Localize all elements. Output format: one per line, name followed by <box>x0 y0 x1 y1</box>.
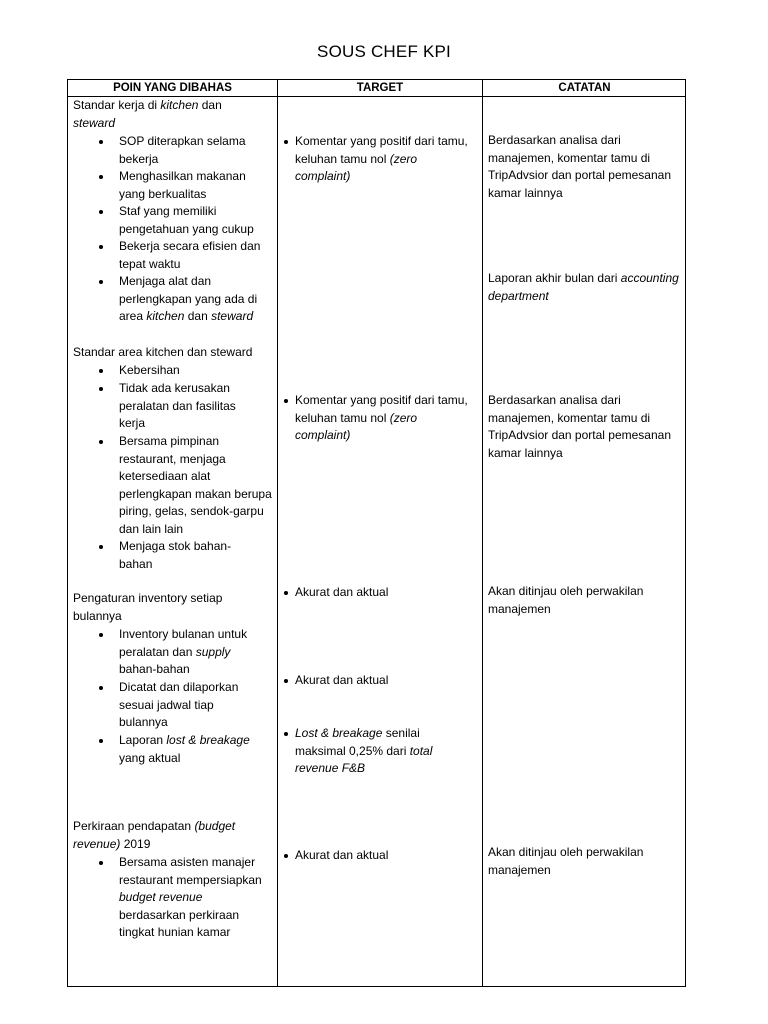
list-item: Menjaga alat dan perlengkapan yang ada di area kitchen dan steward <box>119 274 258 323</box>
target-text: Akurat dan aktual <box>295 673 389 687</box>
page-title: SOUS CHEF KPI <box>317 42 451 61</box>
list-item: Menjaga stok bahan-bahan <box>119 539 232 571</box>
bullet-icon <box>99 140 103 144</box>
column-divider <box>482 80 483 986</box>
list-item: Tidak ada kerusakan peralatan dan fasilitas kerja <box>119 381 236 430</box>
bullet-icon <box>99 686 103 690</box>
list-item: SOP diterapkan selama bekerja <box>119 134 246 166</box>
bullet-icon <box>284 854 288 858</box>
target-text: Akurat dan aktual <box>295 585 389 599</box>
bullet-icon <box>284 732 288 736</box>
list-item: Dicatat dan dilaporkan sesuai jadwal tiap bulannya <box>119 680 239 729</box>
bullet-icon <box>284 679 288 683</box>
bullet-icon <box>284 591 288 595</box>
kpi-table <box>67 79 686 987</box>
section-heading: Standar kerja di kitchen dan steward <box>73 98 222 130</box>
bullet-icon <box>284 399 288 403</box>
bullet-icon <box>99 861 103 865</box>
bullet-icon <box>284 140 288 144</box>
target-text: Akurat dan aktual <box>295 848 389 862</box>
note-text: Akan ditinjau oleh perwakilan manajemen <box>488 584 644 616</box>
bullet-icon <box>99 545 103 549</box>
header-target: TARGET <box>356 82 404 94</box>
target-text: Komentar yang positif dari tamu, keluhan tamu nol (zero complaint) <box>295 393 468 442</box>
bullet-icon <box>99 633 103 637</box>
bullet-icon <box>99 387 103 391</box>
bullet-icon <box>99 210 103 214</box>
header-catatan: CATATAN <box>558 82 611 94</box>
target-text: Lost & breakage senilai maksimal 0,25% dari total revenue F&B <box>295 726 433 775</box>
list-item: Kebersihan <box>119 363 180 377</box>
bullet-icon <box>99 440 103 444</box>
note-text: Berdasarkan analisa dari manajemen, komentar tamu di TripAdvsior dan portal pemesanan kamar lainnya <box>488 133 671 200</box>
list-item: Bersama pimpinan restaurant, menjaga ketersediaan alat perlengkapan makan berupa piring, gelas, sendok-garpu dan lain lain <box>119 434 272 536</box>
list-item: Bekerja secara efisien dan tepat waktu <box>119 239 261 271</box>
list-item: Menghasilkan makanan yang berkualitas <box>119 169 246 201</box>
list-item: Staf yang memiliki pengetahuan yang cukup <box>119 204 254 236</box>
bullet-icon <box>99 280 103 284</box>
column-divider <box>277 80 278 986</box>
bullet-icon <box>99 245 103 249</box>
bullet-icon <box>99 175 103 179</box>
target-text: Komentar yang positif dari tamu, keluhan tamu nol (zero complaint) <box>295 134 468 183</box>
bullet-icon <box>99 369 103 373</box>
note-text: Akan ditinjau oleh perwakilan manajemen <box>488 845 644 877</box>
note-text: Laporan akhir bulan dari accounting department <box>488 271 679 303</box>
bullet-icon <box>99 739 103 743</box>
header-poin: POIN YANG DIBAHAS <box>113 82 232 94</box>
section-heading: Standar area kitchen dan steward <box>73 345 253 359</box>
list-item: Inventory bulanan untuk peralatan dan supply bahan-bahan <box>119 627 248 676</box>
note-text: Berdasarkan analisa dari manajemen, komentar tamu di TripAdvsior dan portal pemesanan kamar lainnya <box>488 393 671 460</box>
section-heading: Pengaturan inventory setiap bulannya <box>73 591 223 623</box>
list-item: Laporan lost & breakage yang aktual <box>119 733 250 765</box>
section-heading: Perkiraan pendapatan (budget revenue) 2019 <box>73 819 236 851</box>
list-item: Bersama asisten manajer restaurant mempersiapkan budget revenue berdasarkan perkiraan tingkat hunian kamar <box>119 855 262 939</box>
